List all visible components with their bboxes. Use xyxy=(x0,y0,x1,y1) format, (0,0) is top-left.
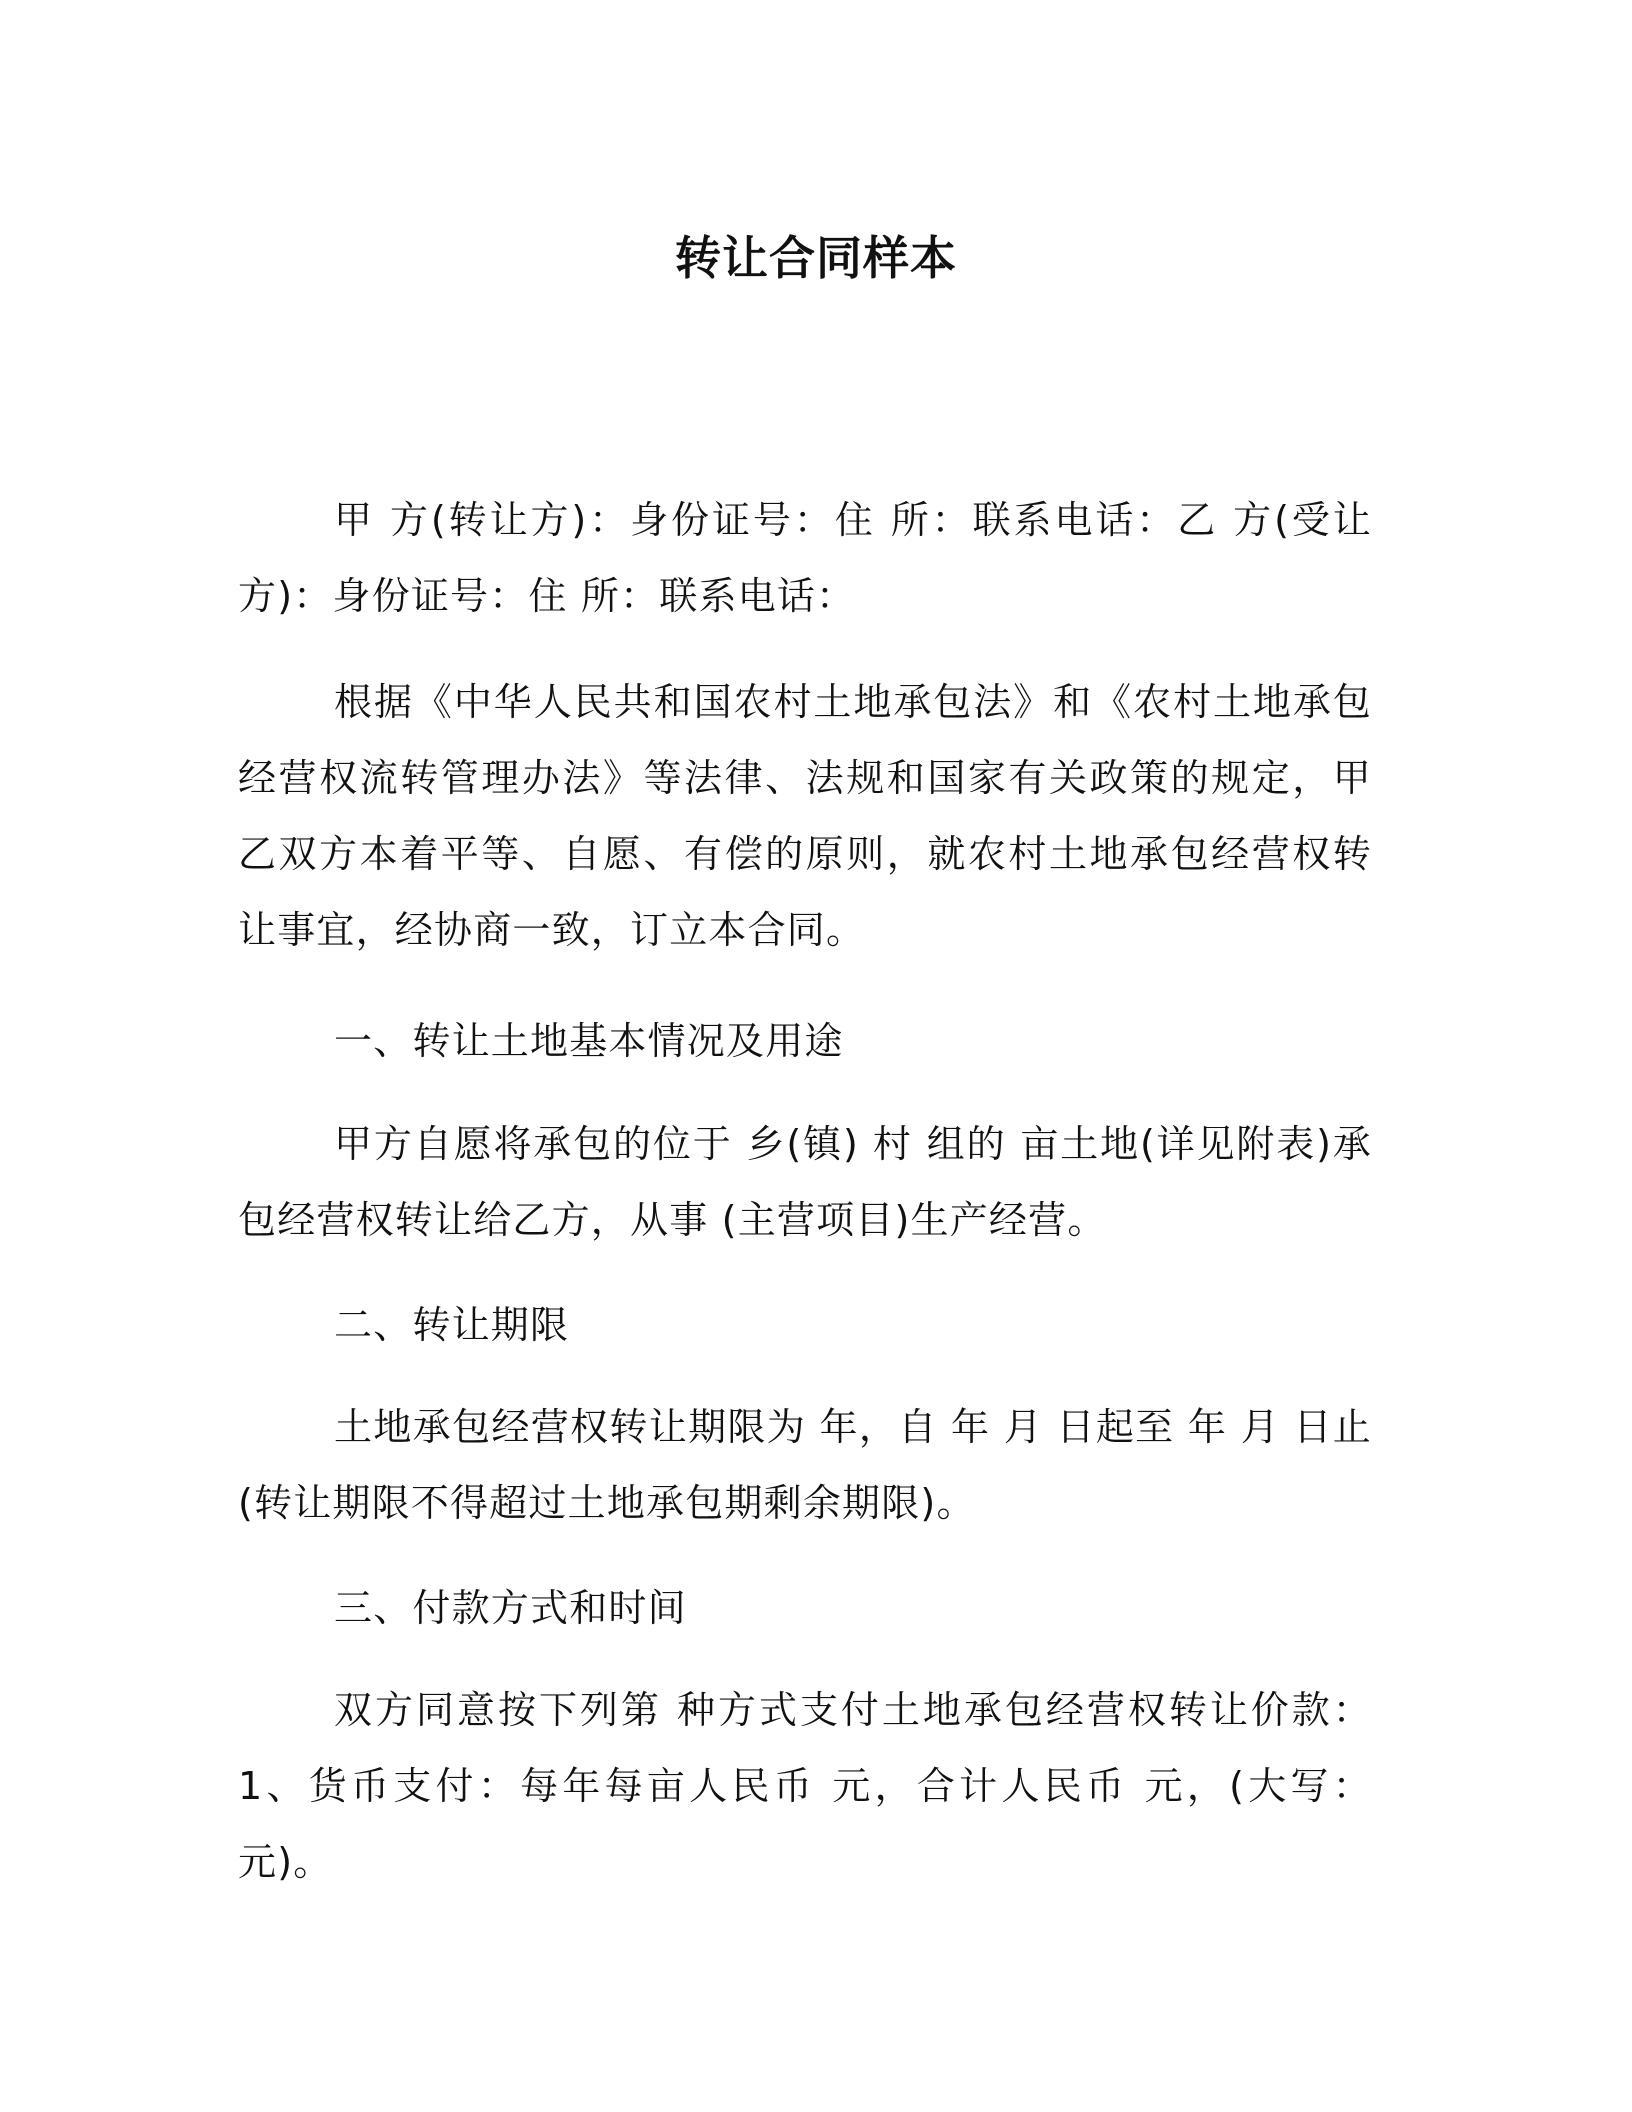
basis-paragraph xyxy=(238,664,1372,968)
section-3-text: 双方同意按下列第 种方式支付土地承包经营权转让价款：1、货币支付：每年每亩人民币 元，合计人民币 元，(大写：元)。 xyxy=(238,1688,1372,1884)
section-1-text: 甲方自愿将承包的位于 乡(镇) 村 组的 亩土地(详见附表)承包经营权转让给乙方，从事 (主营项目)生产经营。 xyxy=(238,1122,1372,1242)
parties-text: 甲 方(转让方)：身份证号：住 所：联系电话：乙 方(受让方)：身份证号：住 所：联系电话： xyxy=(238,498,1372,618)
basis-text: 根据《中华人民共和国农村土地承包法》和《农村土地承包经营权流转管理办法》等法律、法规和国家有关政策的规定，甲乙双方本着平等、自愿、有偿的原则，就农村土地承包经营权转让事宜，经协商一致，订立本合同。 xyxy=(238,680,1372,952)
section-2-heading-block xyxy=(238,1287,1372,1363)
parties-paragraph xyxy=(238,482,1372,634)
document-title: 转让合同样本 xyxy=(675,231,957,285)
section-2-heading: 二、转让期限 xyxy=(334,1303,570,1347)
section-1-paragraph xyxy=(238,1106,1372,1258)
section-2-paragraph xyxy=(238,1389,1372,1541)
section-1-heading-block xyxy=(238,1003,1372,1079)
section-3-paragraph xyxy=(238,1672,1372,1900)
section-2-text: 土地承包经营权转让期限为 年，自 年 月 日起至 年 月 日止(转让期限不得超过土地承包期剩余期限)。 xyxy=(238,1405,1372,1525)
section-3-heading-block xyxy=(238,1570,1372,1646)
section-3-heading: 三、付款方式和时间 xyxy=(334,1586,687,1630)
section-1-heading: 一、转让土地基本情况及用途 xyxy=(334,1019,844,1063)
